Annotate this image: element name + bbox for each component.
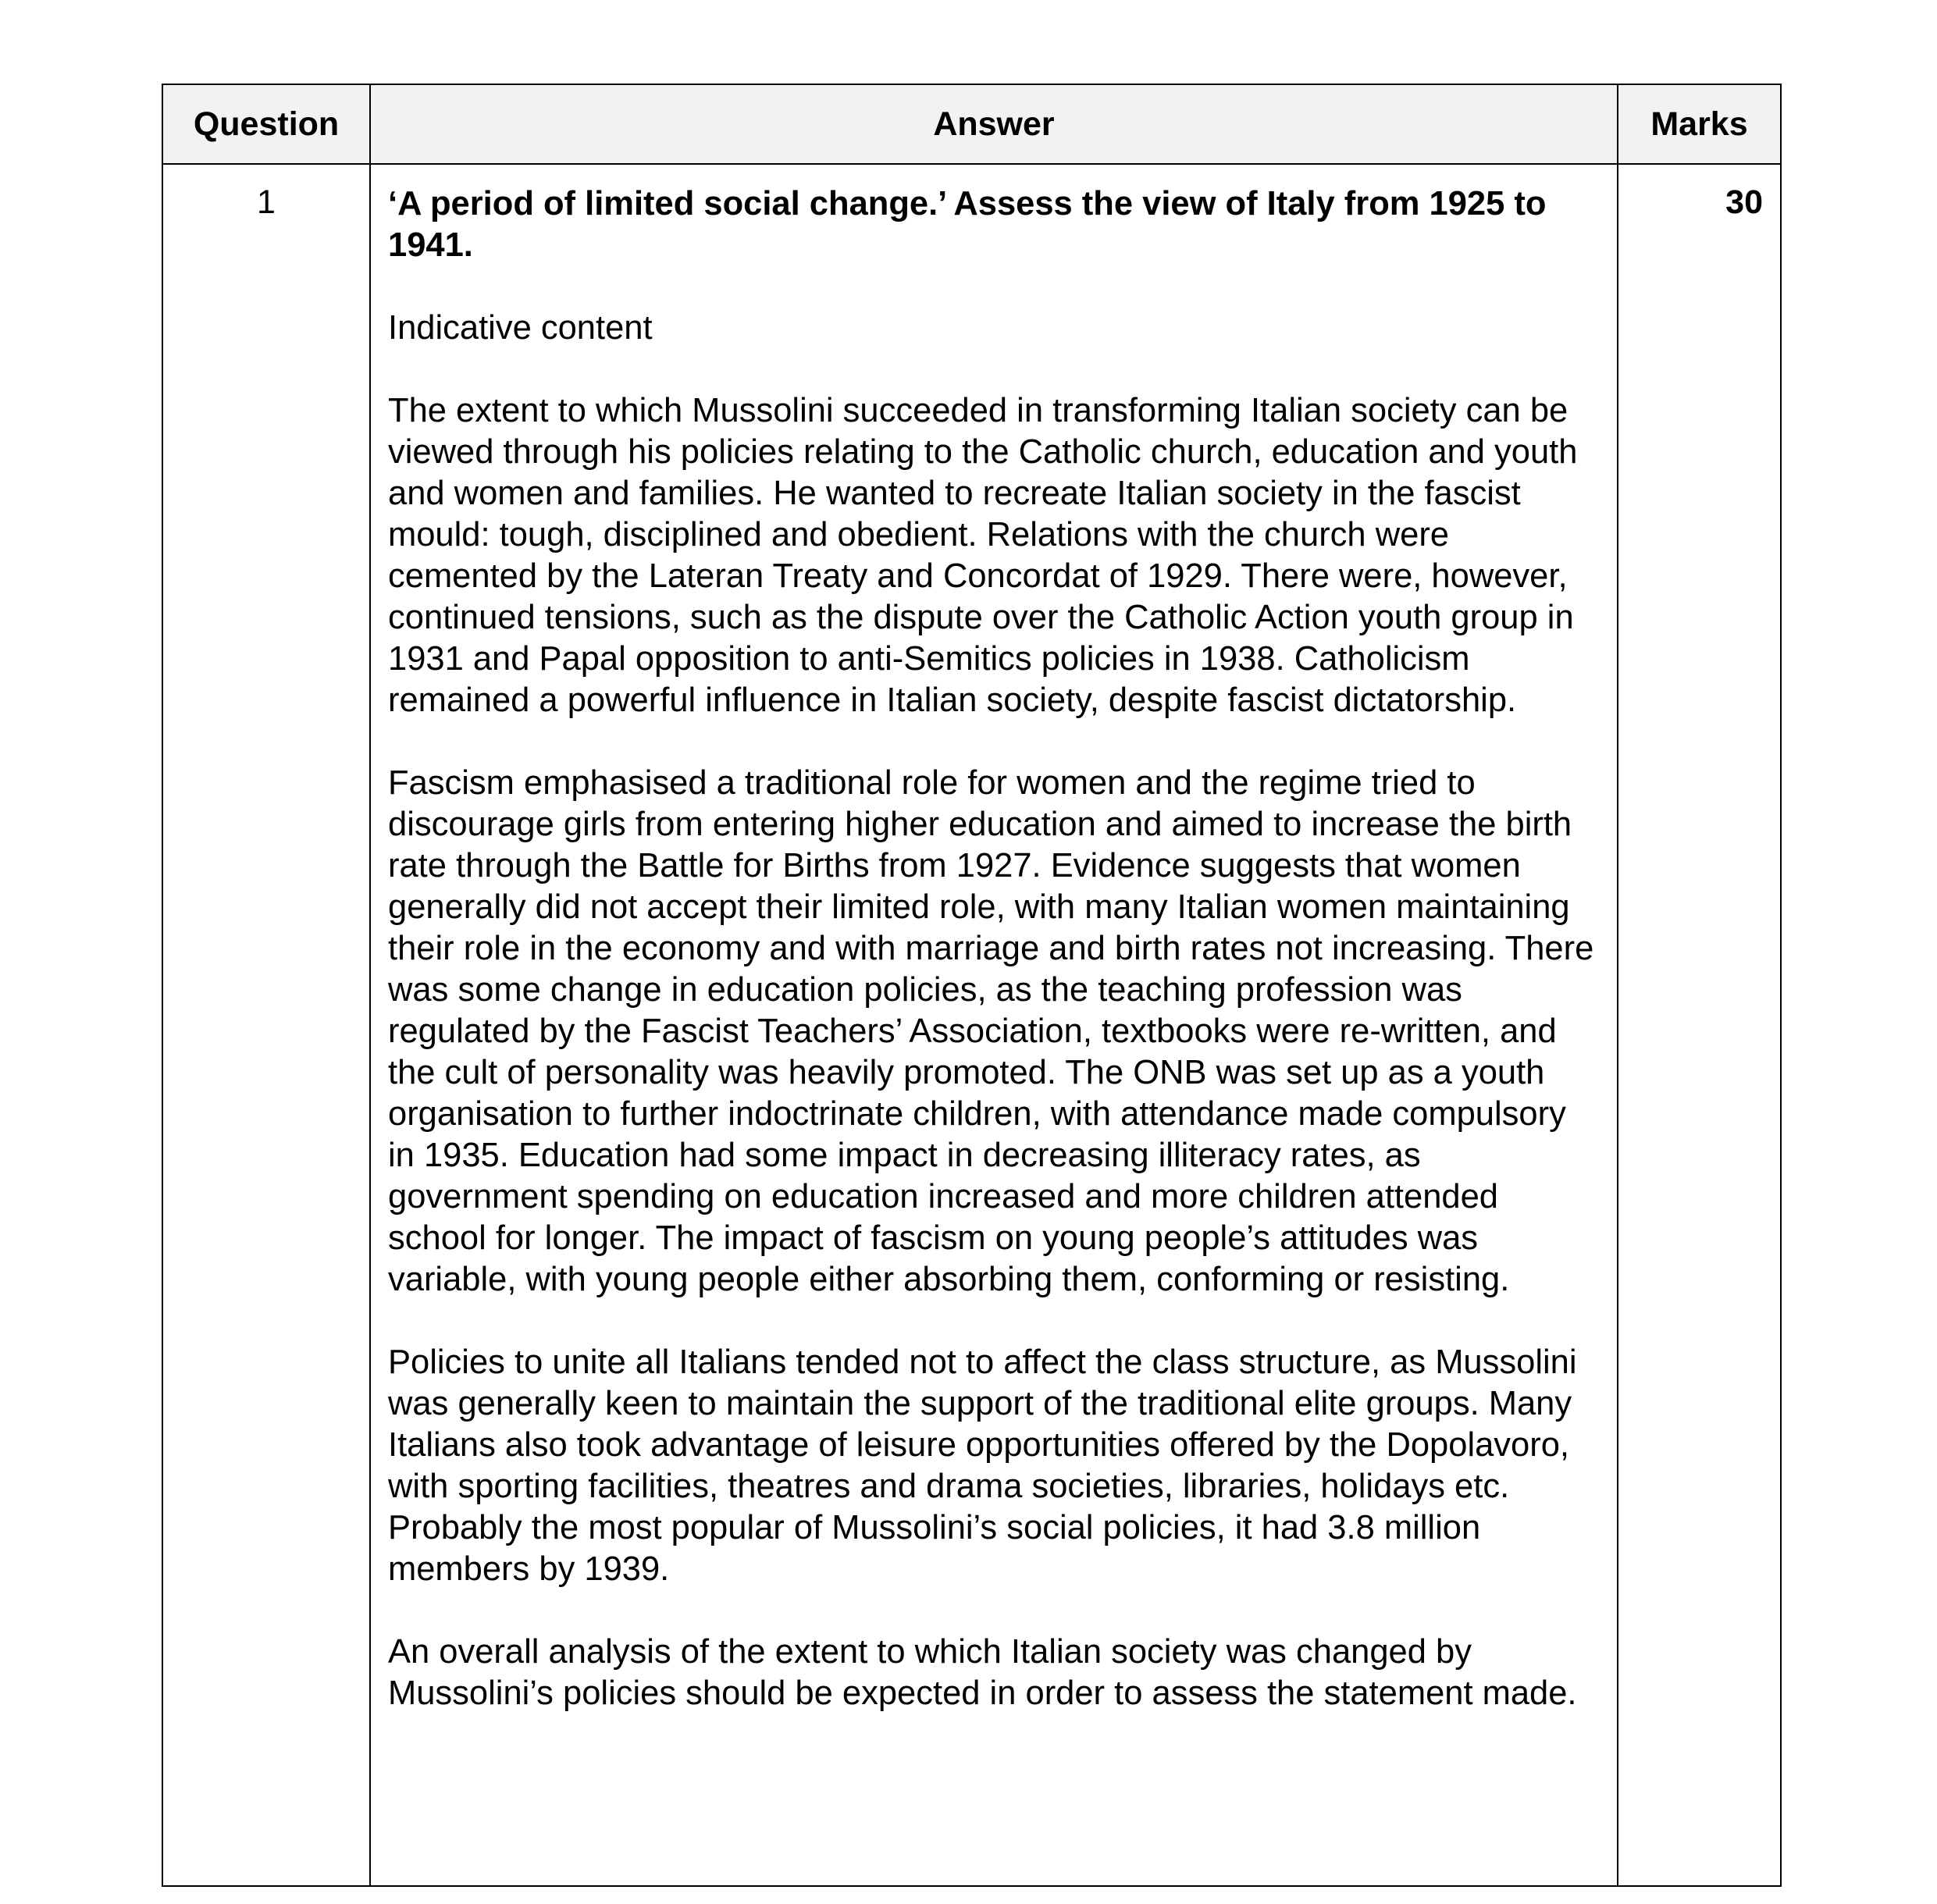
mark-scheme-table (162, 84, 1782, 1887)
marks-column-header: Marks (1618, 84, 1781, 164)
answer-cell (370, 164, 1618, 1886)
table-body (162, 164, 1781, 1886)
answer-paragraph-4: An overall analysis of the extent to which Italian society was changed by Mussolini’s policies should be expected in order to assess the statement made. (388, 1633, 1577, 1712)
question-number: 1 (162, 164, 370, 1886)
header-row (162, 84, 1781, 164)
answer-column-header: Answer (370, 84, 1618, 164)
answer-paragraph-1: The extent to which Mussolini succeeded in transforming Italian society can be viewed through his policies relating to the Catholic church, education and youth and women and families. He wanted to recreate Italian society in the fascist mould: tough, disciplined and obedient. Relations with the church were cemented by the Lateran Treaty and Concordat of 1929. There were, however, continued tensions, such as the dispute over the Catholic Action youth group in 1931 and Papal opposition to anti-Semitics policies in 1938. Catholicism remained a powerful influence in Italian society, despite fascist dictatorship. (388, 392, 1578, 719)
table-header (162, 84, 1781, 164)
answer-paragraph-2: Fascism emphasised a traditional role for women and the regime tried to discourage girls from entering higher education and aimed to increase the birth rate through the Battle for Births from 1927. Evidence suggests that women generally did not accept their limited role, with many Italian women maintaining their role in the economy and with marriage and birth rates not increasing. There was some change in education policies, as the teaching profession was regulated by the Fascist Teachers’ Association, textbooks were re-written, and the cult of personality was heavily promoted. The ONB was set up as a youth organisation to further indoctrinate children, with attendance made compulsory in 1935. Education had some impact in decreasing illiteracy rates, as government spending on education increased and more children attended school for longer. The impact of fascism on young people’s attitudes was variable, with young people either absorbing them, conforming or resisting. (388, 764, 1594, 1298)
marks-value: 30 (1618, 164, 1781, 1886)
table-row (162, 164, 1781, 1886)
indicative-content-heading: Indicative content (388, 309, 653, 347)
question-title: ‘A period of limited social change.’ Assess the view of Italy from 1925 to 1941. (388, 185, 1547, 264)
question-column-header: Question (162, 84, 370, 164)
answer-paragraph-3: Policies to unite all Italians tended not to affect the class structure, as Mussolini was generally keen to maintain the support of the traditional elite groups. Many Italians also took advantage of leisure opportunities offered by the Dopolavoro, with sporting facilities, theatres and drama societies, libraries, holidays etc. Probably the most popular of Mussolini’s social policies, it had 3.8 million members by 1939. (388, 1343, 1577, 1588)
